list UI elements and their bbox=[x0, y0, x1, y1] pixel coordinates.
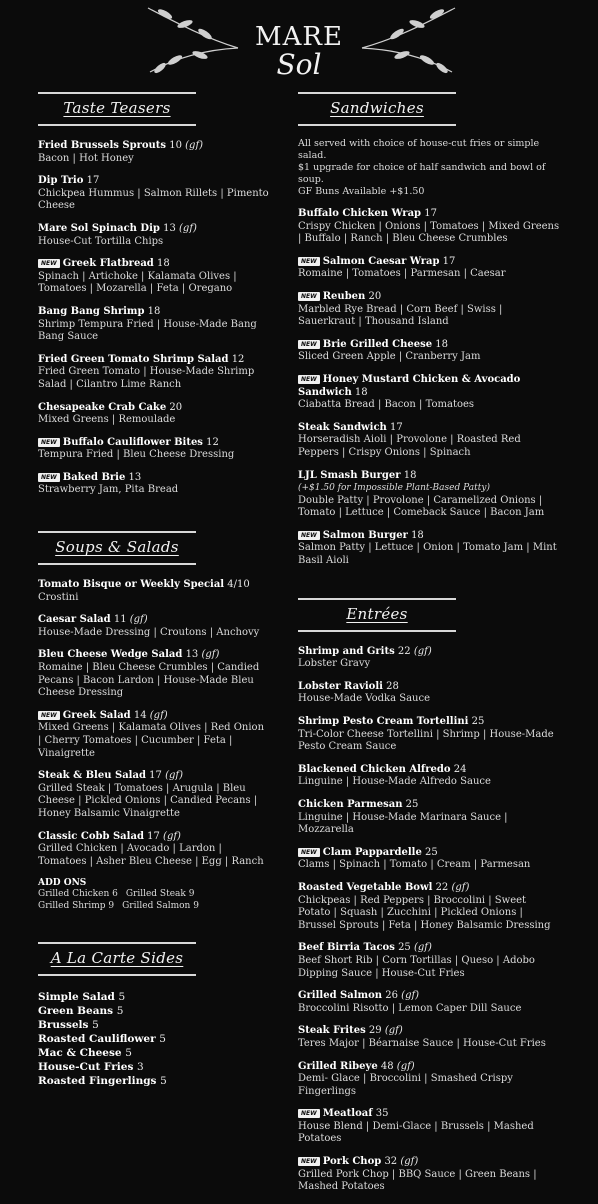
side-item bbox=[38, 1004, 270, 1018]
menu-item bbox=[298, 646, 560, 671]
divider bbox=[38, 974, 196, 976]
intro-line: GF Buns Available +$1.50 bbox=[298, 186, 425, 197]
menu-item-price: 13 bbox=[185, 649, 199, 661]
menu-item-title-line bbox=[298, 291, 560, 304]
menu-item bbox=[298, 1156, 560, 1194]
menu-item bbox=[298, 374, 560, 412]
menu-item-title-line bbox=[298, 799, 560, 812]
menu-item-name: Bang Bang Shrimp bbox=[38, 305, 145, 317]
menu-item-price: 20 bbox=[368, 290, 382, 302]
menu-item-description: House-Made Dressing | Croutons | Anchovy bbox=[38, 626, 260, 638]
section-sandwiches bbox=[298, 92, 560, 568]
menu-item bbox=[298, 530, 560, 568]
menu-item-name: Reuben bbox=[322, 290, 366, 302]
menu-item-price: 25 bbox=[405, 799, 419, 810]
menu-item bbox=[298, 470, 560, 520]
menu-item bbox=[298, 1025, 560, 1050]
divider bbox=[38, 942, 196, 944]
gluten-free-tag: (gf) bbox=[179, 222, 197, 234]
menu-item-description: Demi- Glace | Broccolini | Smashed Crispy Fingerlings bbox=[298, 1073, 513, 1097]
menu-item bbox=[298, 339, 560, 364]
menu-item-name: Caesar Salad bbox=[38, 614, 111, 626]
gluten-free-tag: (gf) bbox=[396, 1060, 415, 1072]
menu-item-price: 18 bbox=[403, 469, 417, 481]
section-entrees bbox=[298, 598, 560, 1194]
menu-item-name: Fried Brussels Sprouts bbox=[38, 140, 167, 151]
section-sides bbox=[38, 942, 270, 1088]
menu-item-name: Grilled Ribeye bbox=[298, 1060, 378, 1072]
menu-item-title-line bbox=[38, 831, 270, 844]
menu-item-name: Dip Trio bbox=[38, 175, 84, 187]
menu-item-price: 26 bbox=[385, 990, 398, 1002]
new-badge: NEW bbox=[298, 848, 320, 857]
menu-item-title-line bbox=[38, 579, 270, 592]
menu-item-title-line bbox=[38, 710, 270, 723]
menu-item bbox=[38, 472, 270, 497]
menu-item-title-line bbox=[38, 437, 270, 450]
menu-item bbox=[298, 990, 560, 1015]
menu-item-name: Chesapeake Crab Cake bbox=[38, 401, 167, 413]
menu-item-price: 48 bbox=[380, 1060, 394, 1072]
new-badge: NEW bbox=[38, 473, 60, 482]
menu-item-description: Broccolini Risotto | Lemon Caper Dill Sauce bbox=[298, 1002, 522, 1014]
gluten-free-tag: (gf) bbox=[129, 614, 148, 626]
menu-item-name: Pork Chop bbox=[322, 1156, 382, 1168]
side-item-name: Roasted Cauliflower bbox=[38, 1033, 156, 1046]
menu-item-title-line bbox=[38, 649, 270, 662]
side-item-name: Mac & Cheese bbox=[38, 1047, 122, 1060]
menu-item-description: Grilled Steak | Tomatoes | Arugula | Bleu Cheese | Pickled Onions | Candied Pecans | Honey Balsamic Vinaigrette bbox=[38, 782, 258, 819]
menu-item-description: Crispy Chicken | Onions | Tomatoes | Mixed Greens | Buffalo | Ranch | Bleu Cheese Crumbles bbox=[298, 220, 560, 245]
side-item bbox=[38, 1046, 270, 1060]
menu-item-price: 17 bbox=[442, 255, 456, 267]
menu-item-title-line bbox=[38, 354, 270, 367]
menu-item-price: 35 bbox=[375, 1108, 389, 1120]
menu-item-price: 4/10 bbox=[227, 579, 250, 591]
intro-line: All served with choice of house-cut fries or simple salad. bbox=[298, 138, 540, 161]
menu-item bbox=[38, 649, 270, 699]
menu-item-title-line bbox=[38, 223, 270, 236]
menu-item-name: Bleu Cheese Wedge Salad bbox=[38, 649, 183, 661]
menu-item bbox=[298, 942, 560, 980]
menu-item-description: House-Made Vodka Sauce bbox=[298, 693, 431, 705]
menu-item-name: Grilled Salmon bbox=[298, 990, 383, 1002]
menu-item-description: Strawberry Jam, Pita Bread bbox=[38, 484, 179, 496]
divider bbox=[298, 598, 456, 600]
menu-item-name: Honey Mustard Chicken & Avocado Sandwich bbox=[298, 373, 521, 398]
section-title: Sandwiches bbox=[330, 99, 424, 117]
menu-item-description: Spinach | Artichoke | Kalamata Olives | Tomatoes | Mozarella | Feta | Oregano bbox=[38, 270, 237, 295]
menu-item-title-line bbox=[298, 990, 560, 1003]
menu-item-price: 25 bbox=[398, 942, 411, 954]
gluten-free-tag: (gf) bbox=[149, 709, 168, 721]
section-soups-salads bbox=[38, 531, 270, 912]
menu-item bbox=[298, 208, 560, 246]
menu-item bbox=[38, 175, 270, 213]
menu-item bbox=[38, 354, 270, 392]
section-header bbox=[298, 598, 456, 632]
header-logo bbox=[0, 0, 598, 92]
menu-item bbox=[298, 256, 560, 281]
side-item bbox=[38, 990, 270, 1004]
menu-item-title-line bbox=[298, 942, 560, 955]
new-badge: NEW bbox=[298, 375, 320, 384]
menu-item-price: 13 bbox=[128, 471, 142, 483]
section-taste-teasers bbox=[38, 92, 270, 497]
menu-item-title-line bbox=[298, 422, 560, 435]
menu-item-title-line bbox=[38, 140, 270, 153]
menu-item-name: Mare Sol Spinach Dip bbox=[38, 222, 160, 234]
menu-item-description: Crostini bbox=[38, 591, 79, 603]
menu-item bbox=[38, 710, 270, 760]
new-badge: NEW bbox=[298, 257, 320, 266]
addon-item: Grilled Salmon 9 bbox=[122, 901, 199, 912]
menu-item-price: 18 bbox=[354, 386, 368, 398]
menu-item-description: Shrimp Tempura Fried | House-Made Bang Bang Sauce bbox=[38, 318, 257, 343]
menu-item bbox=[298, 422, 560, 460]
menu-item-name: Beef Birria Tacos bbox=[298, 942, 395, 954]
menu-item-description: Linguine | House-Made Alfredo Sauce bbox=[298, 776, 491, 788]
gluten-free-tag: (gf) bbox=[163, 830, 181, 842]
gluten-free-tag: (gf) bbox=[201, 649, 220, 661]
menu-item-name: Buffalo Chicken Wrap bbox=[298, 208, 422, 219]
menu-item-name: Greek Flatbread bbox=[62, 258, 154, 270]
brand-name-line2: Sol bbox=[276, 48, 322, 81]
menu-item bbox=[298, 1061, 560, 1099]
gluten-free-tag: (gf) bbox=[413, 645, 432, 657]
menu-item-name: Roasted Vegetable Bowl bbox=[298, 881, 433, 893]
menu-item-price: 12 bbox=[231, 353, 245, 365]
menu-item-title-line bbox=[298, 764, 560, 777]
section-title: Taste Teasers bbox=[63, 99, 171, 117]
menu-item bbox=[298, 1108, 560, 1146]
menu-item-description: Grilled Chicken | Avocado | Lardon | Tomatoes | Asher Bleu Cheese | Egg | Ranch bbox=[38, 843, 264, 867]
menu-item-description: Bacon | Hot Honey bbox=[38, 152, 134, 164]
menu-item-title-line bbox=[298, 646, 560, 659]
section-title: Soups & Salads bbox=[55, 538, 179, 557]
menu-item-price: 12 bbox=[206, 436, 219, 448]
menu-item bbox=[38, 306, 270, 344]
menu-list bbox=[38, 579, 270, 868]
menu-item bbox=[298, 799, 560, 837]
divider bbox=[298, 124, 456, 126]
menu-item-price: 18 bbox=[156, 258, 170, 270]
menu-item-price: 17 bbox=[149, 770, 162, 782]
menu-item-price: 14 bbox=[133, 709, 147, 721]
side-item bbox=[38, 1060, 270, 1074]
menu-item-name: Baked Brie bbox=[62, 471, 126, 483]
menu-item bbox=[298, 681, 560, 706]
new-badge: NEW bbox=[298, 1157, 320, 1166]
menu-item-title-line bbox=[298, 339, 560, 352]
gluten-free-tag: (gf) bbox=[451, 881, 470, 893]
section-header bbox=[38, 942, 196, 976]
menu-item-price: 13 bbox=[163, 222, 176, 234]
menu-item-name: Greek Salad bbox=[62, 709, 131, 721]
menu-item-description: House-Cut Tortilla Chips bbox=[38, 235, 164, 247]
menu-item bbox=[38, 831, 270, 869]
gluten-free-tag: (gf) bbox=[400, 1156, 419, 1168]
menu-item-name: Salmon Caesar Wrap bbox=[322, 255, 440, 267]
side-item-name: Green Beans bbox=[38, 1005, 114, 1018]
menu-item-price: 11 bbox=[113, 614, 127, 626]
menu-item-price: 24 bbox=[453, 763, 467, 775]
menu-item-description: Grilled Pork Chop | BBQ Sauce | Green Beans | Mashed Potatoes bbox=[298, 1168, 537, 1193]
menu-item bbox=[38, 614, 270, 639]
menu-column-right bbox=[298, 92, 560, 1204]
intro-line: $1 upgrade for choice of half sandwich and bowl of soup. bbox=[298, 162, 546, 185]
menu-item-title-line bbox=[298, 882, 560, 895]
menu-item bbox=[298, 291, 560, 329]
menu-item-description: House Blend | Demi-Glace | Brussels | Mashed Potatoes bbox=[298, 1120, 534, 1145]
menu-item-price: 28 bbox=[386, 680, 399, 692]
menu-item-title-line bbox=[298, 1156, 560, 1169]
section-header bbox=[298, 92, 456, 126]
menu-item-price: 17 bbox=[86, 175, 100, 187]
menu-item-description: Clams | Spinach | Tomato | Cream | Parmesan bbox=[298, 859, 531, 871]
menu-item-name: Fried Green Tomato Shrimp Salad bbox=[38, 353, 229, 365]
menu-item-title-line bbox=[298, 1025, 560, 1038]
menu-item-title-line bbox=[298, 1108, 560, 1121]
sides-list bbox=[38, 990, 270, 1088]
side-item-name: Roasted Fingerlings bbox=[38, 1075, 157, 1088]
new-badge: NEW bbox=[298, 292, 320, 301]
menu-item-price: 10 bbox=[169, 140, 182, 151]
menu-list bbox=[298, 646, 560, 1194]
menu-item-title-line bbox=[298, 716, 560, 729]
menu-item-name: Steak Sandwich bbox=[298, 421, 387, 433]
menu-item-price: 20 bbox=[169, 401, 183, 413]
side-item-price: 5 bbox=[125, 1047, 132, 1060]
menu-item-name: Clam Pappardelle bbox=[322, 846, 422, 858]
menu-item bbox=[298, 716, 560, 754]
side-item-price: 5 bbox=[160, 1075, 167, 1088]
menu-item-description: Lobster Gravy bbox=[298, 658, 371, 670]
menu-item-title-line bbox=[38, 175, 270, 188]
divider bbox=[38, 124, 196, 126]
menu-item-name: Classic Cobb Salad bbox=[38, 830, 144, 842]
menu-item-title-line bbox=[298, 374, 560, 399]
addon-item: Grilled Chicken 6 bbox=[38, 889, 118, 900]
side-item bbox=[38, 1074, 270, 1088]
menu-item bbox=[38, 140, 270, 165]
menu-item-price: 18 bbox=[147, 305, 161, 317]
menu-item-description: Chickpeas | Red Peppers | Broccolini | Sweet Potato | Squash | Zucchini | Pickled Onions | Brussel Sprouts | Feta | Honey Balsamic Dressing bbox=[298, 894, 551, 931]
gluten-free-tag: (gf) bbox=[401, 990, 420, 1002]
side-item-price: 5 bbox=[159, 1033, 166, 1046]
menu-item-title-line bbox=[298, 530, 560, 543]
menu-item-title-line bbox=[298, 470, 560, 483]
menu-item-description: Beef Short Rib | Corn Tortillas | Queso | Adobo Dipping Sauce | House-Cut Fries bbox=[298, 954, 535, 979]
divider bbox=[38, 92, 196, 94]
menu-item-description: Fried Green Tomato | House-Made Shrimp Salad | Cilantro Lime Ranch bbox=[38, 366, 255, 390]
menu-item-name: Salmon Burger bbox=[322, 529, 408, 541]
menu-item-description: Romaine | Bleu Cheese Crumbles | Candied Pecans | Bacon Lardon | House-Made Bleu Cheese Dressing bbox=[38, 662, 260, 699]
menu-item-price: 32 bbox=[384, 1156, 398, 1168]
menu-item-description: Teres Major | Béarnaise Sauce | House-Cut Fries bbox=[298, 1037, 546, 1049]
menu-item-title-line bbox=[38, 306, 270, 319]
menu-item-name: Lobster Ravioli bbox=[298, 680, 383, 692]
gluten-free-tag: (gf) bbox=[165, 770, 183, 782]
menu-item-description: Linguine | House-Made Marinara Sauce | Mozzarella bbox=[298, 811, 508, 836]
menu-item-description: Sliced Green Apple | Cranberry Jam bbox=[298, 351, 481, 363]
menu-item bbox=[38, 258, 270, 296]
sandwich-intro bbox=[298, 138, 560, 198]
new-badge: NEW bbox=[298, 531, 320, 540]
new-badge: NEW bbox=[38, 711, 60, 720]
menu-item bbox=[38, 770, 270, 820]
side-item bbox=[38, 1032, 270, 1046]
new-badge: NEW bbox=[298, 1109, 320, 1118]
menu-item-title-line bbox=[298, 256, 560, 269]
menu-item bbox=[298, 882, 560, 932]
menu-item-description: Tempura Fried | Bleu Cheese Dressing bbox=[38, 449, 235, 461]
menu-item-price: 18 bbox=[411, 529, 424, 541]
menu-item-price: 22 bbox=[397, 645, 411, 657]
menu-item-name: Blackened Chicken Alfredo bbox=[298, 763, 451, 775]
menu-item-name: Shrimp Pesto Cream Tortellini bbox=[298, 716, 469, 728]
menu-item bbox=[298, 764, 560, 789]
menu-item-description: Ciabatta Bread | Bacon | Tomatoes bbox=[298, 399, 475, 411]
menu-item-description: Horseradish Aioli | Provolone | Roasted Red Peppers | Crispy Onions | Spinach bbox=[298, 434, 521, 458]
menu-item-price: 25 bbox=[471, 716, 485, 728]
gluten-free-tag: (gf) bbox=[413, 942, 432, 954]
menu-item-title-line bbox=[38, 258, 270, 271]
menu-item-title-line bbox=[298, 1061, 560, 1074]
addons-list bbox=[38, 888, 270, 912]
addon-item: Grilled Shrimp 9 bbox=[38, 901, 115, 912]
menu-item-price: 17 bbox=[147, 830, 160, 842]
menu-item-description: Tri-Color Cheese Tortellini | Shrimp | House-Made Pesto Cream Sauce bbox=[298, 728, 554, 753]
divider bbox=[38, 531, 196, 533]
side-item-name: House-Cut Fries bbox=[38, 1061, 134, 1074]
divider bbox=[298, 630, 456, 632]
gluten-free-tag: (gf) bbox=[384, 1025, 403, 1037]
menu-item-description: Salmon Patty | Lettuce | Onion | Tomato Jam | Mint Basil Aioli bbox=[298, 542, 557, 567]
menu-item bbox=[38, 437, 270, 462]
menu-item-description: Chickpea Hummus | Salmon Rillets | Pimento Cheese bbox=[38, 187, 269, 212]
menu-item-name: Steak Frites bbox=[298, 1025, 366, 1037]
new-badge: NEW bbox=[298, 340, 320, 349]
menu-item-description: Double Patty | Provolone | Caramelized Onions | Tomato | Lettuce | Comeback Sauce | Bacon Jam bbox=[298, 494, 545, 519]
side-item bbox=[38, 1018, 270, 1032]
menu-item-price: 18 bbox=[435, 338, 449, 350]
menu-item-price: 22 bbox=[435, 881, 449, 893]
menu-item-price: 17 bbox=[424, 208, 437, 219]
new-badge: NEW bbox=[38, 438, 60, 447]
menu-item-title-line bbox=[298, 681, 560, 694]
menu-item-title-line bbox=[38, 402, 270, 415]
menu-item bbox=[38, 402, 270, 427]
brand-name-line1: MARE bbox=[255, 22, 343, 52]
side-item-price: 5 bbox=[118, 991, 126, 1004]
menu-item-name: Shrimp and Grits bbox=[298, 645, 395, 657]
menu-item-price: 25 bbox=[425, 846, 438, 858]
menu-list bbox=[298, 208, 560, 568]
addon-item: Grilled Steak 9 bbox=[125, 889, 195, 900]
menu-item-name: LJL Smash Burger bbox=[298, 469, 401, 481]
menu-item bbox=[38, 579, 270, 604]
menu-item-name: Buffalo Cauliflower Bites bbox=[62, 436, 203, 448]
menu-item-price: 29 bbox=[368, 1025, 382, 1037]
new-badge: NEW bbox=[38, 259, 60, 268]
menu-item-description: Romaine | Tomatoes | Parmesan | Caesar bbox=[298, 268, 506, 280]
menu-item-description: Mixed Greens | Kalamata Olives | Red Onion | Cherry Tomatoes | Cucumber | Feta | Vinaigrette bbox=[38, 722, 265, 759]
menu-item-title-line bbox=[38, 770, 270, 783]
menu-item-name: Meatloaf bbox=[322, 1108, 373, 1120]
menu-item-name: Brie Grilled Cheese bbox=[322, 338, 433, 350]
gluten-free-tag: (gf) bbox=[185, 140, 204, 151]
menu-item-price: 17 bbox=[390, 421, 403, 433]
menu-item-name: Steak & Bleu Salad bbox=[38, 770, 146, 782]
menu-item-name: Tomato Bisque or Weekly Special bbox=[38, 579, 225, 591]
menu-item-title-line bbox=[38, 614, 270, 627]
section-title: A La Carte Sides bbox=[50, 949, 184, 968]
menu-item-description: Marbled Rye Bread | Corn Beef | Swiss | Sauerkraut | Thousand Island bbox=[298, 303, 503, 328]
menu-list bbox=[38, 140, 270, 497]
menu-item-note: (+$1.50 for Impossible Plant-Based Patty) bbox=[298, 483, 490, 494]
menu-item-name: Chicken Parmesan bbox=[298, 799, 403, 810]
section-header bbox=[38, 92, 196, 126]
menu-item bbox=[298, 847, 560, 872]
menu-item bbox=[38, 223, 270, 248]
divider bbox=[38, 563, 196, 565]
menu-item-title-line bbox=[298, 208, 560, 221]
side-item-price: 5 bbox=[116, 1005, 124, 1018]
side-item-name: Simple Salad bbox=[38, 991, 115, 1004]
section-header bbox=[38, 531, 196, 565]
addons-title: ADD ONS bbox=[38, 878, 87, 889]
menu-item-title-line bbox=[298, 847, 560, 860]
side-item-price: 3 bbox=[137, 1061, 144, 1074]
section-title: Entrées bbox=[346, 604, 408, 623]
side-item-name: Brussels bbox=[38, 1019, 89, 1032]
menu-item-description: Mixed Greens | Remoulade bbox=[38, 414, 176, 426]
menu-item-title-line bbox=[38, 472, 270, 485]
side-item-price: 5 bbox=[92, 1019, 99, 1032]
menu-column-left bbox=[38, 92, 270, 1088]
divider bbox=[298, 92, 456, 94]
